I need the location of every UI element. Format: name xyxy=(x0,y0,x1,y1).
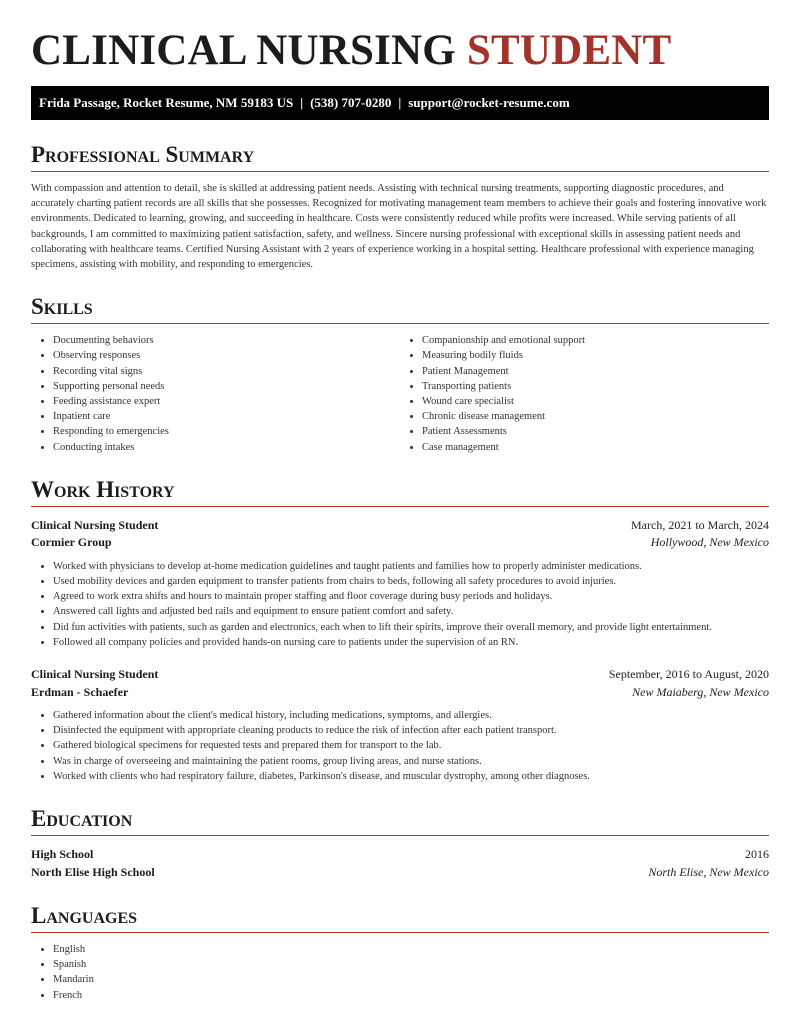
contact-bar xyxy=(31,86,769,120)
skill-item: • Inpatient care xyxy=(53,409,400,424)
skill-item: • Measuring bodily fluids xyxy=(422,348,769,363)
skills-list-right xyxy=(400,333,769,455)
job-bullet: • Worked with physicians to develop at-home medication guidelines and taught patients and families how to properly administer medications. xyxy=(53,559,769,574)
skill-item: • Observing responses xyxy=(53,348,400,363)
job-entry xyxy=(31,666,769,784)
title-main: CLINICAL NURSING xyxy=(31,27,456,74)
job-bullet: • Disinfected the equipment with appropriate cleaning products to reduce the risk of infection after each patient transport. xyxy=(53,723,769,738)
education-entry xyxy=(31,846,769,881)
job-bullet: • Answered call lights and adjusted bed rails and equipment to ensure patient comfort and safety. xyxy=(53,604,769,619)
job-entry xyxy=(31,517,769,650)
education-year: 2016 xyxy=(745,847,769,862)
education-location: North Elise, New Mexico xyxy=(648,864,769,879)
skills-list-left xyxy=(31,333,400,455)
job-location: New Maiaberg, New Mexico xyxy=(632,684,769,699)
job-bullets xyxy=(31,559,769,650)
work-history-section xyxy=(31,477,769,784)
contact-address: Frida Passage, Rocket Resume, NM 59183 US xyxy=(39,95,294,110)
resume-title xyxy=(31,26,769,76)
job-bullet: • Worked with clients who had respiratory failure, diabetes, Parkinson's disease, and muscular dystrophy, among other diagnoses. xyxy=(53,769,769,784)
summary-section xyxy=(31,142,769,272)
education-header-row xyxy=(31,846,769,864)
job-bullet: • Used mobility devices and garden equipment to transfer patients from chairs to beds, following all safety procedures to avoid injuries. xyxy=(53,574,769,589)
job-bullet: • Agreed to work extra shifts and hours to maintain proper staffing and floor coverage during busy periods and holidays. xyxy=(53,589,769,604)
contact-email[interactable]: support@rocket-resume.com xyxy=(408,95,570,110)
language-item: • Mandarin xyxy=(53,972,769,987)
job-bullet: • Gathered information about the client's medical history, including medications, symptoms, and allergies. xyxy=(53,708,769,723)
language-item: • Spanish xyxy=(53,957,769,972)
job-header-row xyxy=(31,517,769,535)
job-company-row xyxy=(31,534,769,552)
job-company: Erdman - Schaefer xyxy=(31,684,129,699)
job-location: Hollywood, New Mexico xyxy=(650,535,769,550)
job-title: Clinical Nursing Student xyxy=(31,517,159,532)
job-header-row xyxy=(31,666,769,684)
title-accent: STUDENT xyxy=(466,27,672,74)
job-bullet: • Followed all company policies and provided hands-on nursing care to patients under the supervision of an RN. xyxy=(53,635,769,650)
skills-heading: Skills xyxy=(31,294,769,324)
contact-separator: | xyxy=(300,95,304,110)
education-degree: High School xyxy=(31,847,94,862)
skill-item: • Wound care specialist xyxy=(422,394,769,409)
job-title: Clinical Nursing Student xyxy=(31,667,159,682)
skill-item: • Patient Assessments xyxy=(422,424,769,439)
job-bullets xyxy=(31,708,769,784)
summary-heading: Professional Summary xyxy=(31,142,769,172)
languages-heading: Languages xyxy=(31,903,769,933)
education-heading: Education xyxy=(31,806,769,836)
job-bullet: • Did fun activities with patients, such as garden and electronics, each when to lift their spirits, improve their overall memory, and provide light entertainment. xyxy=(53,620,769,635)
languages-section xyxy=(31,903,769,1003)
summary-text: With compassion and attention to detail, she is skilled at addressing patient needs. Assisting with technical nursing treatments, supporting diagnostic procedures, and accurately charting patient records are all skills that she possesses. Recognized for motivating management team members to achieve their goals and fostering innovative work environments. Dedicated to learning, growing, and succeeding in healthcare. Costs were consistently reduced while profits were increased. While serving patients of all backgrounds, I am committed to maximizing patient satisfaction, safety, and wellness. Sincere nursing professional with exceptional skills in assessing patient needs and collaborating with healthcare teams. Certified Nursing Assistant with 2 years of experience working in a hospital setting. Healthcare professional with experience managing specimens, assisting with mobility, and responding to emergencies. xyxy=(31,183,767,271)
education-section xyxy=(31,806,769,881)
skill-item: • Companionship and emotional support xyxy=(422,333,769,348)
skill-item: • Conducting intakes xyxy=(53,440,400,455)
skill-item: • Transporting patients xyxy=(422,379,769,394)
job-bullet: • Was in charge of overseeing and maintaining the patient rooms, group living areas, and nurse stations. xyxy=(53,754,769,769)
contact-separator: | xyxy=(398,95,402,110)
language-item: • English xyxy=(53,942,769,957)
skill-item: • Recording vital signs xyxy=(53,364,400,379)
education-school: North Elise High School xyxy=(31,864,155,879)
language-item: • French xyxy=(53,988,769,1003)
skill-item: • Chronic disease management xyxy=(422,409,769,424)
skill-item: • Case management xyxy=(422,440,769,455)
job-dates: September, 2016 to August, 2020 xyxy=(608,667,769,682)
skills-section xyxy=(31,294,769,455)
education-school-row xyxy=(31,864,769,882)
skill-item: • Responding to emergencies xyxy=(53,424,400,439)
skill-item: • Supporting personal needs xyxy=(53,379,400,394)
work-history-heading: Work History xyxy=(31,477,769,507)
job-company-row xyxy=(31,684,769,702)
languages-list xyxy=(31,942,769,1003)
skill-item: • Patient Management xyxy=(422,364,769,379)
skill-item: • Documenting behaviors xyxy=(53,333,400,348)
job-bullet: • Gathered biological specimens for requested tests and prepared them for transport to the lab. xyxy=(53,738,769,753)
job-dates: March, 2021 to March, 2024 xyxy=(631,517,769,532)
skills-columns xyxy=(31,333,769,455)
skill-item: • Feeding assistance expert xyxy=(53,394,400,409)
contact-phone: (538) 707-0280 xyxy=(310,95,392,110)
job-company: Cormier Group xyxy=(31,535,112,550)
